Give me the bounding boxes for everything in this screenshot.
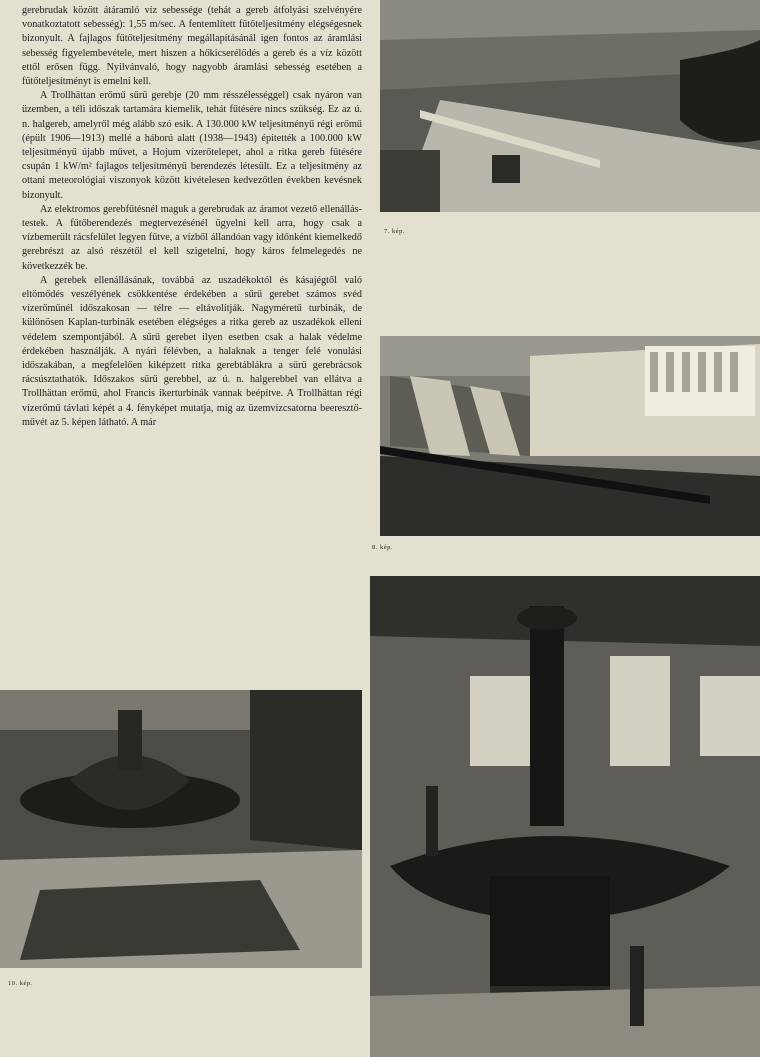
paragraph-1: gerebrudak között átáramló víz sebessége (tehát a gereb átfolyási szelvényére vonatkoztatott sebesség): 1,55 m/sec. A fentemlített fűtőteljesítmény elégségesnek bizonyult. A fajlagos fűtőteljesítmény megállapításánál igen fontos az áramlási sebesség figyelembevétele, mert hiszen a hőkicserélődés a gereb és a víz között ettől erősen függ. Nyilvánvaló, hogy nagyobb áramlási sebesség esetében a fűtőteljesítményt is emelni kell. [22, 5, 362, 88]
caption-fig10: 10. kép. [8, 980, 33, 987]
photo-7-intake-channel [380, 0, 760, 212]
paragraph-2: A Trollhättan erőmű sűrű gerebje (20 mm résszélességgel) csak nyáron van üzemben, a téli időszak tartamára kiemelik, tehát fűtésére nincs szükség. Ez az ú. n. halgereb, amelyről még alább szó esik. A 130.000 kW teljesítményű régi erőmű (épült 1906—1913) mellé a háború alatt (1938—1943) építették a 100.000 kW teljesítményű újabb művet, a Hojum vízerőtelepet, ahol a ritka gereb fűtésére csupán 1 kW/m² fajlagos teljesítményű berendezés létesült. Ez a teljesítmény az ottani meteorológiai viszonyok között kivételesen kedvezőtlen években kevésnek bizonyult. [22, 90, 362, 201]
caption-fig7: 7. kép. [384, 228, 406, 235]
paragraph-3: Az elektromos gerebfűtésnél maguk a gerebrudak az áramot vezető ellenállás-testek. A fűtőberendezés megtervezésénél ügyelni kell arra, hogy csak a vízbemerült rácsfelület legyen fűtve, a vízből állandóan vagy időnként kiemelkedő gerebrészt az alsó részétől el kell szigetelni, hogy káros felmelegedés ne következzék be. [22, 203, 362, 272]
paragraph-4: A gerebek ellenállásának, továbbá az uszadékoktól és kásajégtől való eltömődés veszélyének csökkentése érdekében a sűrű gerebet számos svéd vízerőműnél időszakosan — télre — eltávolítják. Nagyméretű turbinák, de különösen Kaplan-turbinák esetében elégséges a ritka gereb az uszadékok elleni védelem szempontjából. A sűrű gerebet ilyen esetben csak a halak védelme érdekében használják. A nyári félévben, a halaknak a tenger felé vonulási időszakában, a megfelelően kiképzett ritka gerebtáblákra a sűrű gerebrácsok rácsúsztathatók. Időszakos sűrű gerebbel, az ú. n. halgerebbel van ellátva a Trollhättan erőmű, ahol Francis ikerturbinák vannak beépítve. A Trollhättan régi vízerőmű távlati képét a 4. fényképet mutatja, míg az üzemvízcsatorna beeresztő-művét az 5. képen látható. A már [22, 274, 362, 428]
article-text [22, 4, 362, 430]
photo-9-turbine-runner [370, 576, 760, 1057]
caption-fig8: 8. kép. [372, 544, 394, 551]
photo-8-power-station [380, 336, 760, 536]
photo-10-turbine-assembly [0, 690, 362, 968]
